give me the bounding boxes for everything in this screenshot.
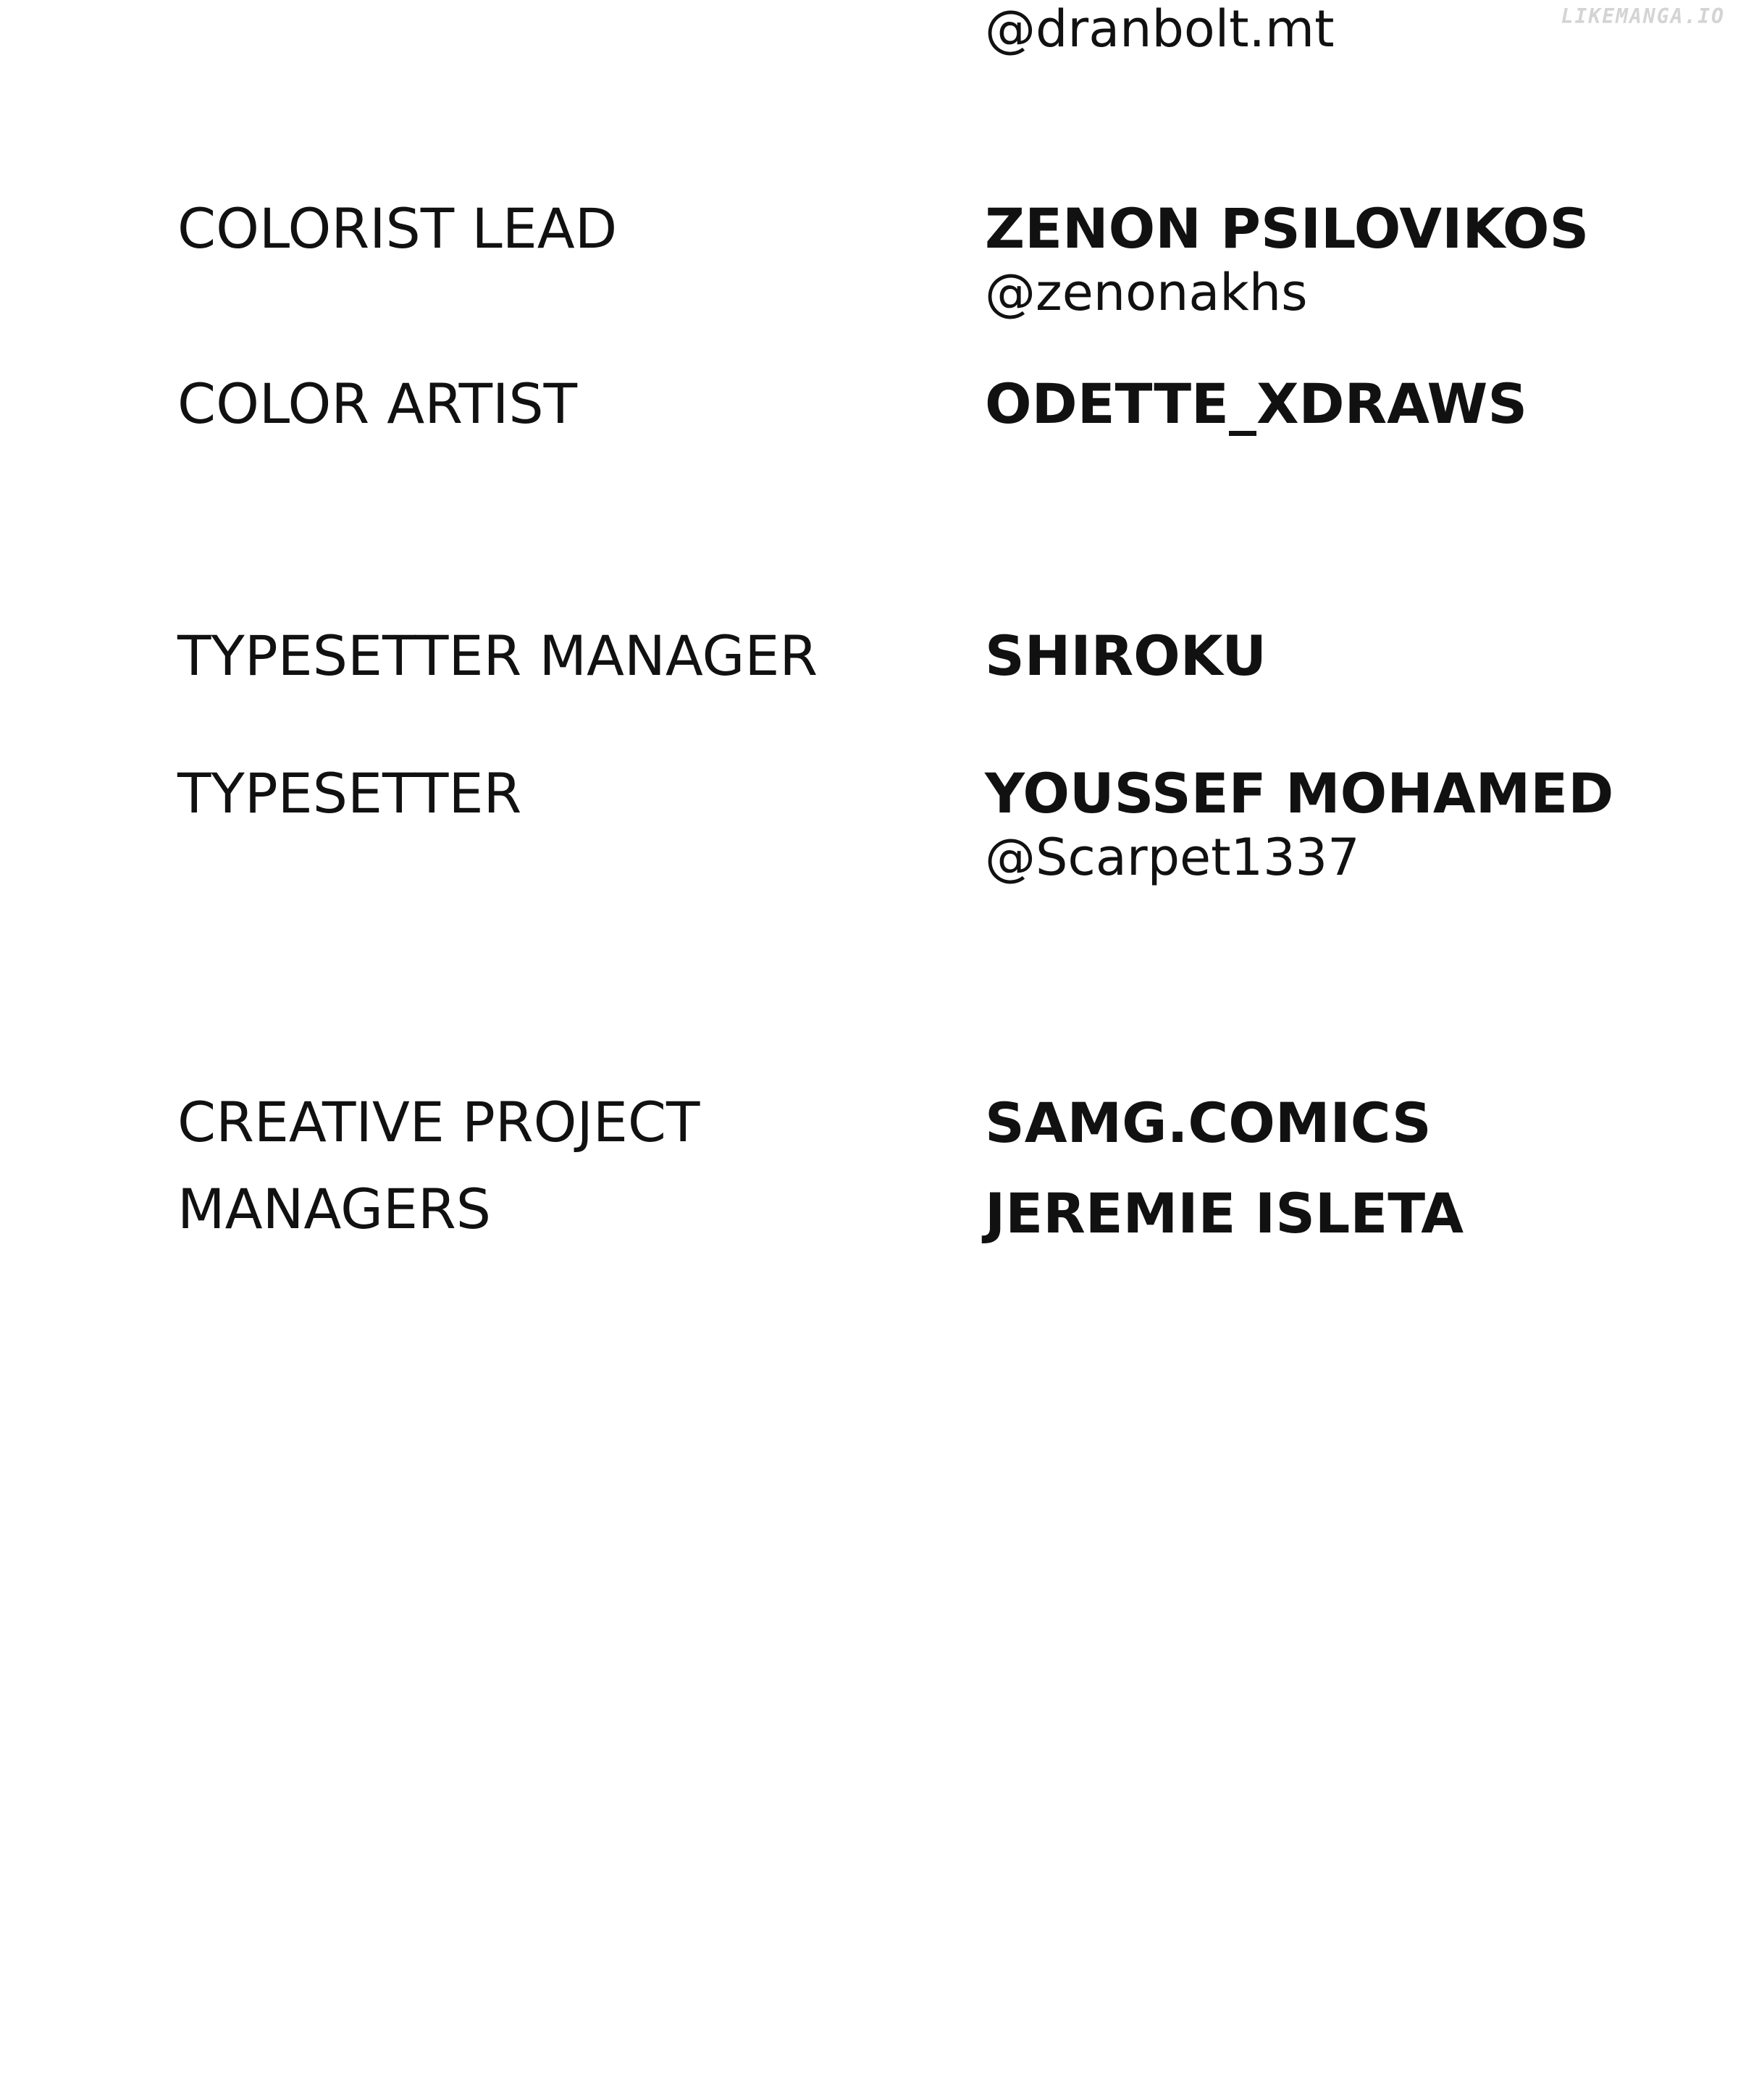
- name-typesetter-manager: SHIROKU: [985, 623, 1267, 688]
- name-typesetter: YOUSSEF MOHAMED: [985, 761, 1614, 826]
- role-typesetter: TYPESETTER: [177, 761, 522, 826]
- handle-colorist-lead: @zenonakhs: [985, 263, 1308, 322]
- handle-typesetter: @Scarpet1337: [985, 828, 1360, 887]
- site-watermark: LIKEMANGA.IO: [1561, 4, 1725, 28]
- role-colorist-lead: COLORIST LEAD: [177, 196, 618, 261]
- role-typesetter-manager: TYPESETTER MANAGER: [177, 623, 818, 688]
- name-color-artist: ODETTE_XDRAWS: [985, 371, 1528, 436]
- role-creative-project-managers: CREATIVE PROJECT MANAGERS: [177, 1090, 700, 1241]
- name-creative-project-manager-2: JEREMIE ISLETA: [985, 1181, 1464, 1246]
- name-colorist-lead: ZENON PSILOVIKOS: [985, 196, 1590, 261]
- top-handle: @dranbolt.mt: [985, 0, 1335, 59]
- name-creative-project-manager-1: SAMG.COMICS: [985, 1091, 1432, 1155]
- role-color-artist: COLOR ARTIST: [177, 371, 578, 436]
